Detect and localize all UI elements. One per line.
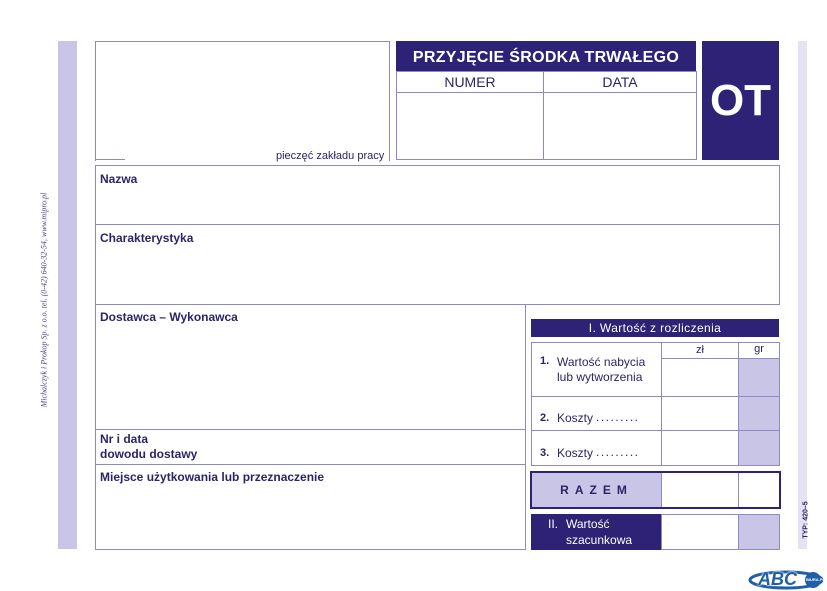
miejsce-label: Miejsce użytkowania lub przeznaczenie <box>100 470 325 484</box>
valuation-header: I. Wartość z rozliczenia <box>531 319 779 337</box>
col-numer-label: NUMER <box>444 74 496 90</box>
row2-zl-field[interactable] <box>662 397 738 430</box>
row1-label-1: Wartość nabycia <box>557 355 646 369</box>
stamp-bottom-line <box>95 159 125 160</box>
data-field[interactable] <box>544 93 696 159</box>
row3-zl-field[interactable] <box>662 431 738 465</box>
row1-zl-field[interactable] <box>662 359 738 396</box>
row2-number: 2. <box>540 412 550 424</box>
row1-number: 1. <box>540 355 550 367</box>
stamp-area[interactable] <box>95 41 390 161</box>
form-title: PRZYJĘCIE ŚRODKA TRWAŁEGO <box>396 41 696 71</box>
nazwa-field[interactable] <box>95 165 780 225</box>
type-code: TYP: 420–5 <box>802 501 810 539</box>
col-gr-label: gr <box>754 343 764 355</box>
brand-logo-text: ABC <box>758 569 797 589</box>
nr-data-label-1: Nr i data <box>100 432 149 446</box>
numer-field[interactable] <box>397 93 543 159</box>
row1-label-2: lub wytworzenia <box>557 370 643 384</box>
stamp-label: pieczęć zakładu pracy <box>276 150 385 162</box>
row2-label: Koszty <box>557 411 594 425</box>
brand-logo-subtext: BIURA.PL <box>806 577 825 582</box>
row3-gr-field[interactable] <box>739 431 779 465</box>
brand-logo <box>748 568 824 590</box>
razem-zl-field[interactable] <box>662 473 738 507</box>
form-code-badge: OT <box>702 41 779 160</box>
row3-number: 3. <box>540 447 550 459</box>
charakterystyka-field[interactable] <box>95 224 780 305</box>
section2-label-2: szacunkowa <box>566 533 633 547</box>
razem-gr-field[interactable] <box>739 473 779 507</box>
razem-label: RAZEM <box>560 483 633 497</box>
col-data-label: DATA <box>602 74 638 90</box>
col-zl-label: zł <box>696 344 704 356</box>
row2-dots: ......... <box>596 410 640 424</box>
right-strip <box>798 41 807 549</box>
row2-gr-field[interactable] <box>739 397 779 430</box>
charakterystyka-label: Charakterystyka <box>100 231 194 245</box>
section2-label-1: Wartość <box>566 517 610 531</box>
publisher-text: Michalczyk i Prokop Sp. z o.o. tel. (0-42) 640-32-54, www.mipro.pl <box>39 192 49 408</box>
left-strip <box>58 41 77 549</box>
dostawca-label: Dostawca – Wykonawca <box>100 310 238 324</box>
section2-number: II. <box>548 517 559 531</box>
nr-data-label-2: dowodu dostawy <box>100 447 198 461</box>
row3-label: Koszty <box>557 446 594 460</box>
row1-gr-field[interactable] <box>739 359 779 396</box>
section2-zl-field[interactable] <box>662 515 738 549</box>
row3-dots: ......... <box>596 445 640 459</box>
section2-gr-field[interactable] <box>739 515 779 549</box>
nazwa-label: Nazwa <box>100 172 138 186</box>
